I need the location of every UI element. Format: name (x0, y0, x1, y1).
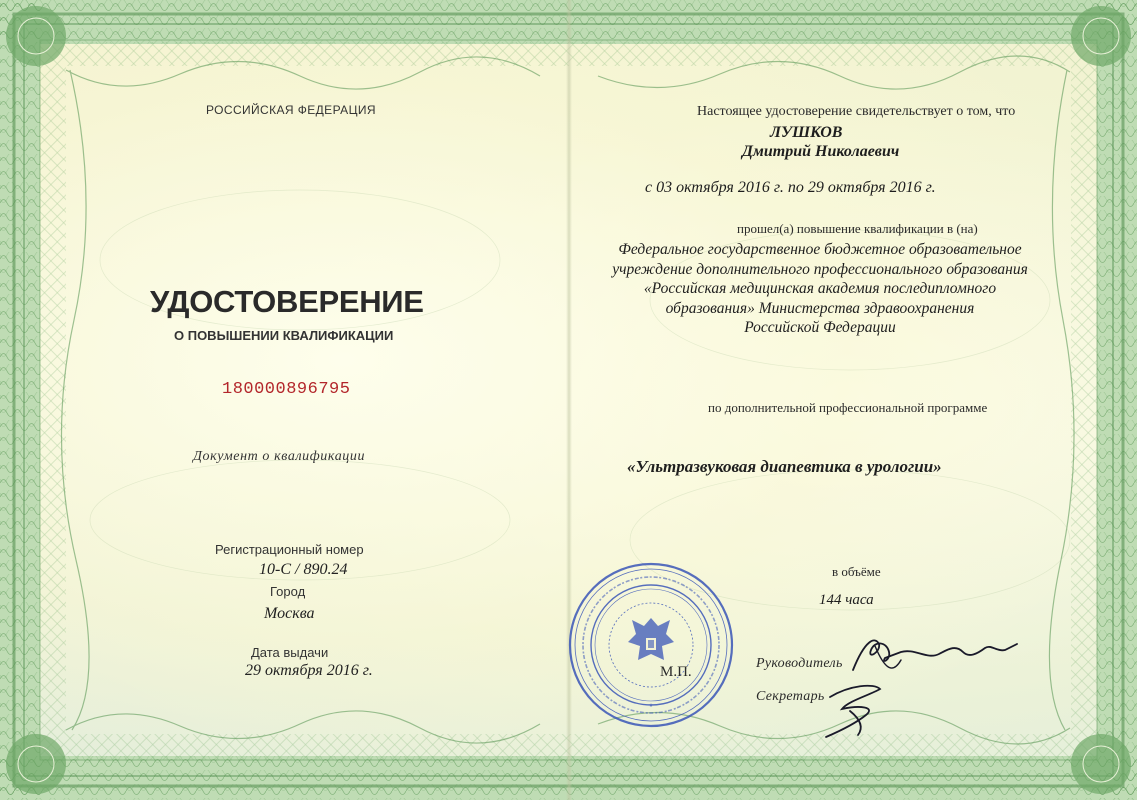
volume-value: 144 часа (819, 592, 874, 608)
institution-line: учреждение дополнительного профессионального образования (612, 260, 1028, 278)
registration-number-label: Регистрационный номер (215, 542, 364, 557)
institution-line: Российской Федерации (744, 319, 896, 336)
city-label: Город (270, 584, 306, 599)
certificate-subtitle: О ПОВЫШЕНИИ КВАЛИФИКАЦИИ (174, 328, 394, 343)
head-label: Руководитель (756, 656, 843, 671)
registration-number-value: 10-С / 890.24 (259, 561, 348, 578)
seal-mark: М.П. (660, 664, 692, 680)
secretary-signature (820, 675, 900, 745)
issue-date-value: 29 октября 2016 г. (245, 662, 373, 679)
institution-name (580, 240, 1060, 338)
certify-statement: Настоящее удостоверение свидетельствует о том, что (697, 104, 1016, 119)
institution-line: Федеральное государственное бюджетное образовательное (618, 241, 1022, 258)
certificate-title: УДОСТОВЕРЕНИЕ (150, 284, 424, 319)
double-headed-eagle-icon (628, 618, 674, 660)
training-period: с 03 октября 2016 г. по 29 октября 2016 г. (645, 179, 936, 196)
program-name: «Ультразвуковая диапевтика в урологии» (627, 457, 942, 476)
issue-date-label: Дата выдачи (251, 645, 329, 660)
institution-line: «Российская медицинская академия последипломного (643, 280, 997, 297)
head-signature (845, 630, 1025, 680)
holder-name: Дмитрий Николаевич (742, 143, 900, 160)
institution-line: образования» Министерства здравоохранения (665, 299, 975, 317)
secretary-label: Секретарь (756, 689, 825, 704)
program-label: по дополнительной профессиональной программе (708, 400, 988, 415)
completed-statement: прошел(а) повышение квалификации в (на) (737, 221, 978, 236)
serial-number: 180000896795 (222, 380, 351, 399)
volume-label: в объёме (832, 564, 881, 579)
official-stamp (566, 560, 736, 730)
holder-surname: ЛУШКОВ (770, 124, 843, 141)
city-value: Москва (264, 605, 315, 622)
svg-text:*: * (649, 702, 653, 712)
document-type: Документ о квалификации (193, 449, 366, 464)
country-label: РОССИЙСКАЯ ФЕДЕРАЦИЯ (206, 103, 376, 117)
